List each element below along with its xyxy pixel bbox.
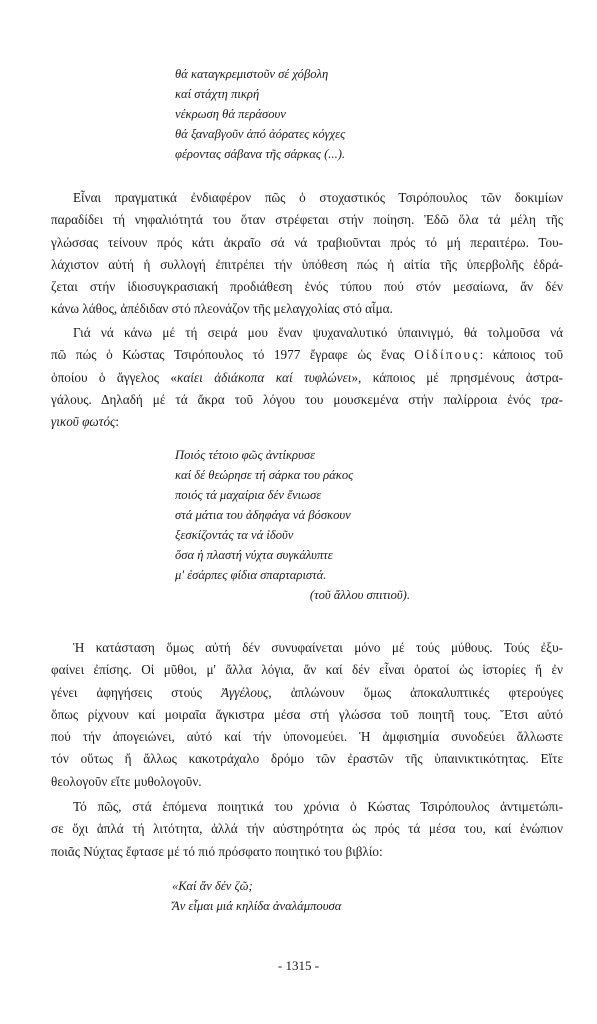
- paragraph-line: Τό πῶς, στά ἑπόμενα ποιητικά του χρόνια ὁ Κώστας Τσιρόπουλος ἀντιμετώπι-: [73, 799, 563, 814]
- paragraph-line: παραδίδει τή νηφαλιότητά του ὅταν στρέφεται στήν ποίηση. Ἐδῶ ὅλα τά μέλη τῆς: [51, 212, 563, 228]
- verse-line: θά ξαναβγοῦν ἀπό ἀόρατες κόγχες: [175, 127, 346, 141]
- text-run: γάλους. Δηλαδή μέ τά ἄκρα τοῦ λόγου του μουσκεμένα στήν παλίρροια ἑνός: [51, 391, 531, 407]
- paragraph-line: ποιᾶς Νύχτας ἔφτασε μέ τό πιό πρόσφατο ποιητικό του βιβλίο:: [51, 843, 383, 859]
- verse-line: «Καί ἄν δέν ζῶ;: [172, 879, 253, 893]
- paragraph-line: ὅπως ρίχνουν καί μοιραῖα ἄγκιστρα μέσα στή γλώσσα τοῦ ποιητῆ τους. Ἔτσι αὐτό: [51, 706, 563, 722]
- italic-title: Ἀγγέλους: [221, 684, 269, 700]
- paragraph-line: Γιά νά κάνω μέ τή σειρά μου ἕναν ψυχαναλυτικό ὑπαινιγμό, θά τολμοῦσα νά: [73, 325, 563, 340]
- verse-line: ποιός τά μαχαίρια δέν ἔνιωσε: [175, 488, 322, 502]
- paragraph-line: φαίνει ἐπίσης. Οἱ μῦθοι, μ' ἄλλα λόγια, ἄν καί δέν εἶναι ὁρατοί ὡς ἱστορίες ἤ ἐν: [51, 662, 563, 678]
- paragraph-line: γλώσσας τείνουν πρός κάτι ἀκραῖο σά νά τραβιοῦνται πρός τό μή περαιτέρω. Του-: [51, 234, 563, 250]
- paragraph-line: [51, 367, 563, 389]
- paragraph-2: [51, 322, 563, 433]
- italic-phrase: τρα-: [540, 391, 563, 407]
- text-run: :: [115, 414, 120, 430]
- paragraph-line: τόν οὕτως ἤ ἄλλως κακοτράχαλο δρόμο τῶν ἐραστῶν τῆς ὑπαινικτικότητας. Εἴτε: [51, 751, 563, 767]
- verse-block-3: [172, 876, 341, 916]
- verse-line: ὅσα ἡ πλαστή νύχτα συγκάλυπτε: [175, 548, 333, 562]
- paragraph-line: Εἶναι πραγματικά ἐνδιαφέρον πῶς ὁ στοχαστικός Τσιρόπουλος τῶν δοκιμίων: [73, 190, 563, 205]
- verse-line: ξεσκίζοντάς τα νά ἰδοῦν: [175, 528, 294, 542]
- paragraph-line: λάχιστον αὐτή ἡ συλλογή ἐπιτρέπει τήν ὑπόθεση πώς ἡ αἰτία τῆς ὑπερβολῆς ἑδρά-: [51, 256, 563, 272]
- text-run: πῶ πώς ὁ Κώστας Τσιρόπουλος τό 1977 ἔγραφε ὡς ἕνας: [51, 347, 405, 363]
- paragraph-line: σε ὄχι ἁπλά τή λιτότητα, ἀλλά τήν αὐστηρότητα ὡς πρός τά μέσα του, καί ἐνώπιον: [51, 821, 563, 837]
- paragraph-line: θεολογοῦν εἴτε μυθολογοῦν.: [51, 773, 202, 789]
- paragraph-line: [51, 344, 563, 366]
- paragraph-3: [51, 637, 563, 793]
- verse-source: (τοῦ ἄλλου σπιτιοῦ).: [309, 588, 410, 602]
- verse-line: Ποιός τέτοιο φῶς ἀντίκρυσε: [175, 448, 316, 462]
- verse-line: Ἄν εἶμαι μιά κηλίδα ἀναλάμπουσα: [172, 899, 342, 913]
- text-run: γένει ἀφηγήσεις στούς: [51, 684, 221, 700]
- text-run: , ἁπλώνουν ὅμως ἀποκαλυπτικές φτερούγες: [268, 684, 563, 700]
- verse-line: καί δέ θεώρησε τή σάρκα του ράκος: [175, 468, 354, 482]
- paragraph-4: [51, 796, 563, 863]
- paragraph-line: πού τήν ἀπογειώνει, αὐτό καί τήν ὑπονομεύει. Ἡ ἀμφισημία συνοδεύει ἄλλωστε: [51, 729, 563, 745]
- italic-phrase: γικοῦ φωτός: [51, 414, 116, 430]
- text-run: », κάποιος μέ πρησμένους ἀστρα-: [351, 369, 563, 385]
- text-run: ὁποίου ὁ ἄγγελος «: [51, 369, 178, 385]
- paragraph-line: κάνω λάθος, ἀπέδιδαν στό πλεονάζον τῆς μελαγχολίας στό αἷμα.: [51, 301, 393, 317]
- paragraph-line: ζεται στήν ἰδιοσυγκρασιακή προδιάθεση ἑνός τύπου πού στόν μεσαίωνα, ἄν δέν: [51, 279, 563, 295]
- page-number: - 1315 -: [277, 958, 320, 973]
- paragraph-1: [51, 187, 563, 321]
- paragraph-line: Ἡ κατάσταση ὅμως αὐτή δέν συνυφαίνεται μόνο μέ τούς μύθους. Τούς ἐξυ-: [73, 640, 563, 655]
- text-run: : κάποιος τοῦ: [479, 347, 563, 363]
- italic-quote: καίει ἀδιάκοπα καί τυφλώνει: [177, 369, 352, 385]
- paragraph-line: [51, 411, 563, 433]
- verse-line: καί στάχτη πικρή: [175, 87, 260, 101]
- paragraph-line: [51, 389, 563, 411]
- emphasized-name: Οἰδίπους: [414, 347, 480, 363]
- verse-line: φέροντας σάβανα τῆς σάρκας (...).: [175, 147, 346, 161]
- verse-line: νέκρωση θά περάσουν: [175, 107, 286, 121]
- verse-line: στά μάτια του ἀδηφάγα νά βόσκουν: [175, 508, 351, 522]
- verse-block-1: [175, 64, 345, 164]
- verse-line: μ' ἐσάρπες φίδια σπαρταριστά.: [175, 568, 327, 582]
- verse-line: θά καταγκρεμιστοῦν σέ χόβολη: [175, 67, 329, 81]
- verse-block-2: [175, 445, 410, 605]
- paragraph-line: [51, 682, 563, 704]
